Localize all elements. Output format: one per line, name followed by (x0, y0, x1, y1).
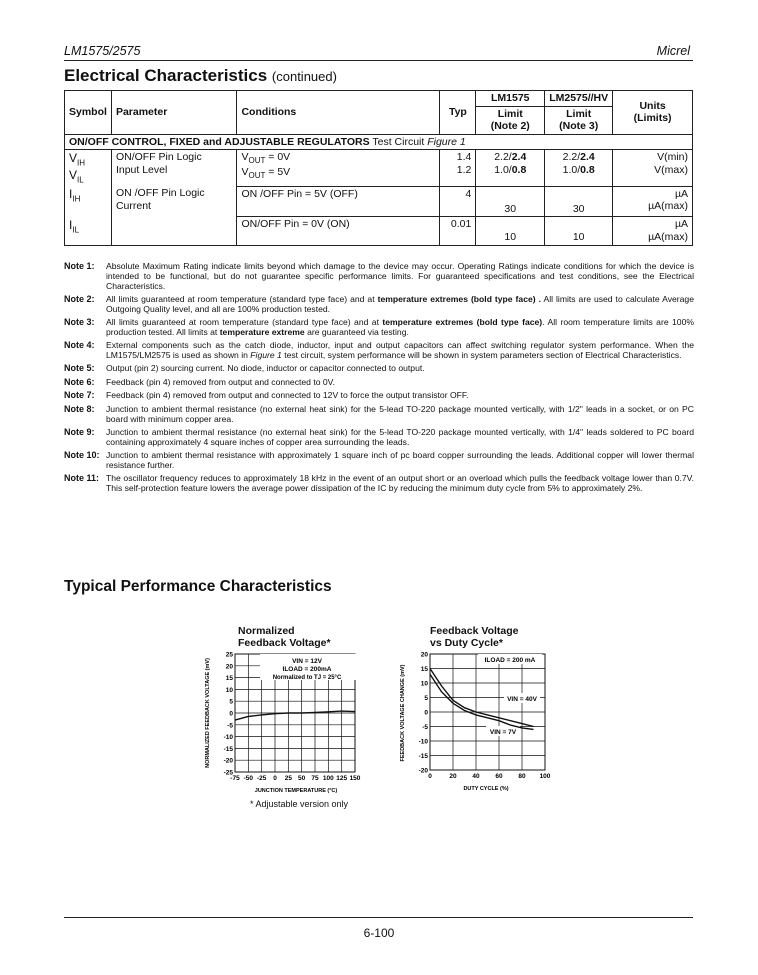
header-note-ref: (Note 3) (559, 120, 599, 133)
unit-value: µA (674, 218, 688, 231)
note-text: Junction to ambient thermal resistance (no external heat sink) for the 5-lead TO-220 package mounted vertically, with 1/4" leads soldered to PC board containing approximately 4 square inches of copper area surrounding the leads. (106, 427, 694, 448)
note-label: Note 1: (64, 261, 95, 271)
header-lm1575-limit (476, 106, 545, 134)
footer-rule (64, 917, 693, 918)
y-tick-label: -5 (227, 722, 233, 730)
y-tick-label: -5 (422, 724, 428, 731)
chart1-annotation: VIN = 12V (292, 658, 322, 665)
limit-value-bold: 0.8 (511, 163, 527, 176)
note-text: Output (pin 2) sourcing current. No diode, inductor or capacitor connected to output. (106, 363, 425, 374)
x-tick-label: 125 (336, 775, 348, 782)
unit-value: µA (674, 187, 688, 200)
x-tick-label: 80 (518, 773, 526, 780)
header-conditions: Conditions (237, 91, 440, 135)
cond-main: V (241, 166, 249, 179)
note-item (64, 377, 694, 388)
chart-normalized-feedback-voltage (195, 648, 375, 798)
table-row (65, 150, 693, 186)
chart-title-line: Normalized (238, 625, 295, 637)
header-limit-label: Limit (497, 107, 523, 120)
header-units-label: Units (639, 99, 666, 112)
note-text-bold: temperature extremes (bold type face) . (377, 294, 541, 305)
note-label: Note 11: (64, 473, 100, 484)
cell-limit-lm1575: 10 (476, 217, 545, 245)
chart-title-line: vs Duty Cycle* (430, 636, 503, 649)
sym-sub: IH (72, 194, 81, 204)
y-tick-label: -15 (223, 745, 233, 753)
cell-typ: 4 (440, 186, 476, 217)
cell-typ (440, 150, 476, 186)
x-tick-label: 0 (428, 773, 432, 780)
chart-title-line: Feedback Voltage (430, 625, 519, 637)
sym-sub: IL (72, 225, 80, 235)
cell-symbol (65, 186, 112, 217)
y-tick-label: -15 (418, 753, 428, 760)
note-text (106, 294, 694, 314)
y-tick-label: 20 (225, 663, 233, 671)
chart1-xlabel: JUNCTION TEMPERATURE (°C) (254, 788, 338, 794)
note-text: Feedback (pin 4) removed from output and connected to 12V to force the output transistor OFF. (106, 390, 469, 401)
section-title (64, 66, 337, 86)
cond-rest: = 0V (265, 151, 291, 164)
note-label: Note 10: (64, 450, 100, 461)
unit-value: µA(max) (648, 200, 688, 213)
limit-value-bold: 0.8 (580, 163, 595, 176)
cell-units (613, 150, 693, 186)
x-tick-label: 60 (495, 773, 503, 780)
note-text-part: External components such as the catch diode, inductor, input and output capacitors can affect switching regulator system performance. When the LM1575/LM2575 is used as shown in (106, 340, 694, 361)
cell-symbol (65, 217, 112, 245)
note-label: Note 6: (64, 376, 95, 387)
note-item (64, 261, 694, 291)
x-tick-label: 100 (539, 773, 551, 780)
cell-parameter (111, 150, 237, 186)
sym-main: V (69, 151, 78, 166)
cell-limit-lm1575: 30 (476, 186, 545, 217)
note-item (64, 294, 694, 314)
note-item (64, 404, 694, 424)
header-parameter: Parameter (111, 91, 237, 135)
cell-symbol (65, 150, 112, 186)
cond-sub: OUT (248, 156, 266, 166)
group-heading-figure: Figure 1 (427, 135, 466, 148)
y-tick-label: 0 (229, 710, 233, 718)
cell-limit-lm2575 (545, 150, 613, 186)
note-text-part: All limits guaranteed at room temperature (standard type face) and at (106, 294, 378, 305)
note-text: Feedback (pin 4) removed from output and connected to 0V. (106, 376, 335, 387)
note-item (64, 473, 694, 493)
sym-main: I (69, 187, 73, 202)
y-tick-label: 5 (229, 698, 233, 706)
note-label: Note 8: (64, 403, 95, 414)
y-tick-label: 15 (420, 666, 428, 673)
sym-main: V (69, 168, 78, 183)
group-heading-bold: ON/OFF CONTROL, FIXED and ADJUSTABLE REGULATORS (69, 135, 370, 148)
x-tick-label: -50 (243, 775, 254, 782)
param-line: ON/OFF Pin Logic (115, 151, 202, 164)
note-text-part: test circuit, system performance will be shown in system parameters section of Electrical Characteristics. (281, 350, 682, 361)
x-tick-label: -25 (256, 775, 267, 782)
y-tick-label: -20 (418, 767, 428, 775)
note-item (64, 450, 694, 470)
header-lm1575: LM1575 (476, 91, 545, 107)
note-label: Note 5: (64, 363, 95, 374)
cell-typ: 0.01 (440, 217, 476, 245)
chart2-xlabel: DUTY CYCLE (%) (463, 786, 509, 792)
note-item (64, 317, 694, 337)
note-item (64, 340, 694, 360)
x-tick-label: 100 (322, 775, 334, 782)
header-units-sub: (Limits) (633, 112, 672, 125)
note-label: Note 7: (64, 390, 95, 401)
header-units (613, 91, 693, 135)
x-tick-label: 150 (349, 775, 361, 782)
cell-conditions (237, 150, 440, 186)
chart2-ylabel: FEEDBACK VOLTAGE CHANGE (mV) (400, 664, 406, 762)
x-tick-label: 75 (311, 775, 319, 782)
chart2-annotation: ILOAD = 200 mA (484, 657, 536, 664)
chart-title-line: Feedback Voltage* (238, 636, 331, 649)
running-header-company: Micrel (656, 44, 690, 58)
section-subtitle: (continued) (271, 69, 337, 84)
sym-sub: IL (77, 175, 84, 185)
cell-units (613, 186, 693, 217)
x-tick-label: 20 (449, 773, 457, 780)
chart-footnote: * Adjustable version only (250, 799, 349, 809)
param-line: Input Level (115, 163, 168, 176)
cell-parameter (111, 186, 237, 245)
cell-limit-lm2575: 10 (545, 217, 613, 245)
y-tick-label: 0 (424, 709, 428, 717)
chart1-annotation: ILOAD = 200mA (282, 666, 332, 673)
header-note-ref: (Note 2) (490, 120, 530, 133)
cell-conditions: ON/OFF Pin = 0V (ON) (237, 217, 440, 245)
typ-value: 1.2 (456, 163, 472, 176)
limit-value: 2.2/ (562, 151, 581, 164)
note-text: Junction to ambient thermal resistance with approximately 1 square inch of pc board copper surrounding the leads. Additional copper will lower thermal resistance further. (106, 450, 694, 471)
group-heading-rest: Test Circuit (372, 135, 425, 148)
note-text-part: All limits guaranteed at room temperature (standard type face) and at (106, 317, 383, 328)
x-tick-label: 50 (298, 775, 306, 782)
table-header-row (65, 91, 693, 107)
unit-value: V(max) (654, 163, 688, 176)
note-text: The oscillator frequency reduces to approximately 18 kHz in the event of an output short or an overload which pulls the feedback voltage lower than 0.7V. This self-protection feature lowers the average power dissipation of the IC by reducing the minimum duty cycle from 5% to approximately 2%. (106, 473, 694, 494)
y-tick-label: 5 (424, 695, 428, 702)
cell-limit-lm1575 (476, 150, 545, 186)
group-heading (65, 134, 693, 150)
note-text-bold: temperature extremes (bold type face) (382, 317, 543, 328)
sym-main: I (69, 217, 73, 232)
y-tick-label: 25 (225, 651, 233, 659)
header-lm2575: LM2575//HV (545, 91, 613, 107)
notes-list (64, 261, 694, 496)
limit-value: 1.0/ (562, 163, 581, 176)
note-text (106, 340, 694, 360)
limit-value: 1.0/ (494, 163, 512, 176)
param-line: ON /OFF Pin Logic (115, 187, 205, 200)
y-tick-label: 20 (420, 651, 428, 659)
cell-limit-lm2575: 30 (545, 186, 613, 217)
table-row (65, 186, 693, 217)
note-item (64, 427, 694, 447)
cond-rest: = 5V (265, 166, 291, 179)
x-tick-label: 25 (284, 775, 292, 782)
note-text: Absolute Maximum Rating indicate limits beyond which damage to the device may occur. Operating Ratings indicate conditions for which the device is intended to be functional, but do not guarantee specific performance limits. For guaranteed specifications and test conditions, see the Electrical Characteristics. (106, 261, 694, 292)
chart-series-line (235, 711, 355, 720)
note-text-part: are guaranteed via testing. (304, 327, 409, 338)
sym-sub: IH (77, 158, 86, 168)
page-number: 6-100 (363, 926, 395, 940)
x-tick-label: 40 (472, 773, 480, 780)
note-label: Note 9: (64, 427, 95, 438)
header-symbol: Symbol (65, 91, 112, 135)
chart1-title (238, 626, 331, 649)
note-label: Note 2: (64, 294, 95, 305)
cond-main: V (241, 151, 249, 164)
note-item (64, 390, 694, 401)
chart2-title (430, 626, 519, 649)
typ-value: 1.4 (456, 151, 472, 164)
chart1-annotation: Normalized to TJ = 25°C (272, 675, 342, 681)
note-text-part: . All room temperature limits are 100% production tested. All limits at (106, 317, 694, 338)
note-label: Note 4: (64, 340, 95, 351)
note-text: Junction to ambient thermal resistance (no external heat sink) for the 5-lead TO-220 package mounted vertically, with 1/2" leads in a socket, or on PC board with minimum copper area. (106, 403, 694, 425)
unit-value: V(min) (657, 151, 688, 164)
header-lm2575-limit (545, 106, 613, 134)
limit-value-bold: 2.4 (511, 151, 527, 164)
section-title-text: Electrical Characteristics (64, 66, 268, 85)
note-item (64, 363, 694, 374)
running-header-part-number: LM1575/2575 (64, 44, 141, 58)
note-text-bold: temperature extreme (219, 327, 305, 338)
note-text (106, 317, 694, 337)
chart2-annotation: VIN = 7V (489, 729, 517, 736)
header-limit-label: Limit (566, 107, 592, 120)
x-tick-label: 0 (273, 775, 277, 782)
chart1-ylabel: NORMALIZED FEEDBACK VOLTAGE (mV) (205, 658, 211, 768)
y-tick-label: 15 (225, 675, 233, 683)
param-line: Current (115, 199, 151, 212)
y-tick-label: 10 (225, 686, 233, 694)
y-tick-label: -10 (223, 734, 233, 742)
header-typ: Typ (440, 91, 476, 135)
electrical-characteristics-table (64, 90, 693, 246)
note-label: Note 3: (64, 317, 95, 328)
chart2-annotation: VIN = 40V (507, 696, 537, 703)
x-tick-label: -75 (230, 775, 240, 782)
y-tick-label: -25 (223, 769, 233, 777)
y-tick-label: -10 (418, 738, 428, 746)
typical-performance-title: Typical Performance Characteristics (64, 578, 332, 595)
cond-sub: OUT (248, 171, 266, 181)
cell-conditions: ON /OFF Pin = 5V (OFF) (237, 186, 440, 217)
limit-value-bold: 2.4 (580, 151, 595, 164)
header-rule (64, 60, 693, 61)
table-group-row (65, 134, 693, 150)
chart-feedback-voltage-vs-duty-cycle (390, 648, 570, 798)
unit-value: µA(max) (648, 231, 688, 244)
y-tick-label: 10 (420, 680, 428, 688)
note-text-part: All limits are used to calculate Average Outgoing Quality level, and all are 100% production tested. (106, 294, 694, 315)
y-tick-label: -20 (223, 757, 233, 765)
cell-units (613, 217, 693, 245)
note-text-italic: Figure 1 (250, 350, 282, 361)
limit-value: 2.2/ (494, 151, 512, 164)
